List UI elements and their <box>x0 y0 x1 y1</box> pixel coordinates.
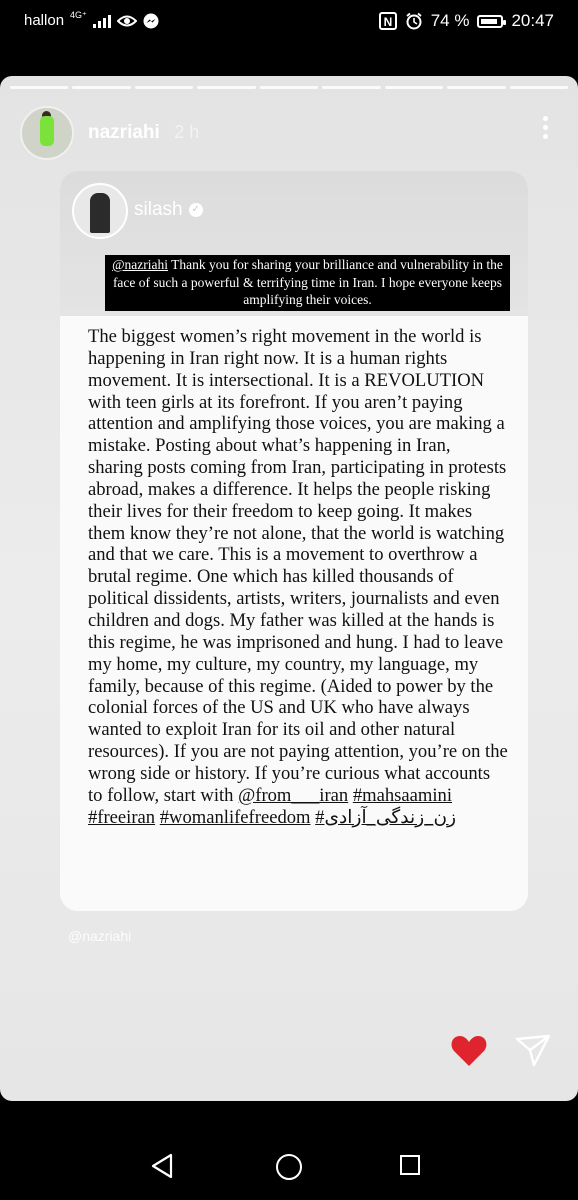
story-timestamp: 2 h <box>174 122 200 142</box>
shared-author <box>134 199 203 221</box>
svg-text:N: N <box>383 15 393 29</box>
heart-icon[interactable] <box>449 1031 489 1071</box>
verified-badge-icon: ✓ <box>189 203 203 217</box>
shared-author-avatar <box>72 183 128 239</box>
nfc-icon <box>379 12 397 30</box>
send-icon[interactable] <box>514 1031 552 1069</box>
clock: 20:47 <box>511 11 554 30</box>
story-progress-bar <box>10 86 568 89</box>
story-watermark: @nazriahi <box>68 928 132 944</box>
shared-author-name: silash <box>134 199 183 220</box>
network-type: 4G⁺ <box>70 10 87 20</box>
more-options-icon[interactable] <box>543 116 548 139</box>
battery-icon <box>477 15 503 28</box>
story-username[interactable]: nazriahi <box>88 122 160 143</box>
post-body-text: The biggest women’s right movement in the world is happening in Iran right now. It is a human rights movement. It is intersectional. It is a REVOLUTION with teen girls at its forefront. If you aren’t paying attention and amplifying those voices, you are making a mistake. Posting about what’s happening in Iran, sharing posts coming from Iran, participating in protests abroad, makes a difference. It helps the people risking their lives for their freedom to keep going. It makes them know they’re not alone, that the world is watching and that we care. This is a movement to overthrow a brutal regime. One which has killed thousands of political dissidents, artists, writers, journalists and even children and dogs. My father was killed at the hands is this regime, he was imprisoned and hung. I had to leave my home, my culture, my country, my language, my family, because of this regime. (Aided to power by the colonial forces of the US and UK who have always wanted to exploit Iran for its oil and other natural resources). If you are not paying attention, you’re on the wrong side or history. If you’re curious what accounts to follow, start with <box>88 326 508 806</box>
avatar[interactable] <box>20 106 74 160</box>
alarm-icon <box>405 12 423 30</box>
recent-apps-icon[interactable] <box>400 1155 420 1175</box>
shared-post-caption <box>105 255 510 311</box>
caption-mention: @nazriahi <box>112 257 168 272</box>
story-header <box>20 106 199 160</box>
home-icon[interactable] <box>276 1154 302 1180</box>
battery-percent: 74 % <box>430 11 470 30</box>
hashtag[interactable]: @from___iran <box>238 784 349 806</box>
shared-post-body <box>88 326 508 828</box>
caption-text: Thank you for sharing your brilliance and vulnerability in the face of such a powerful & terrifying time in Iran. I hope everyone keeps amplifying their voices. <box>112 257 503 307</box>
status-bar <box>0 0 578 46</box>
navigation-bar <box>0 1101 578 1200</box>
messenger-icon <box>143 13 159 29</box>
hashtag[interactable]: #womanlifefreedom <box>159 806 311 828</box>
carrier-name: hallon <box>24 12 65 29</box>
signal-icon <box>93 14 111 28</box>
hashtag[interactable]: #mahsaamini <box>352 784 453 806</box>
back-icon[interactable] <box>150 1153 174 1179</box>
eye-icon <box>117 14 137 28</box>
hashtag[interactable]: #freeiran <box>88 806 156 828</box>
story-card[interactable] <box>0 76 578 1101</box>
hashtag[interactable]: #زن_زندگی_آزادی <box>315 806 457 828</box>
shared-post[interactable] <box>60 171 528 911</box>
